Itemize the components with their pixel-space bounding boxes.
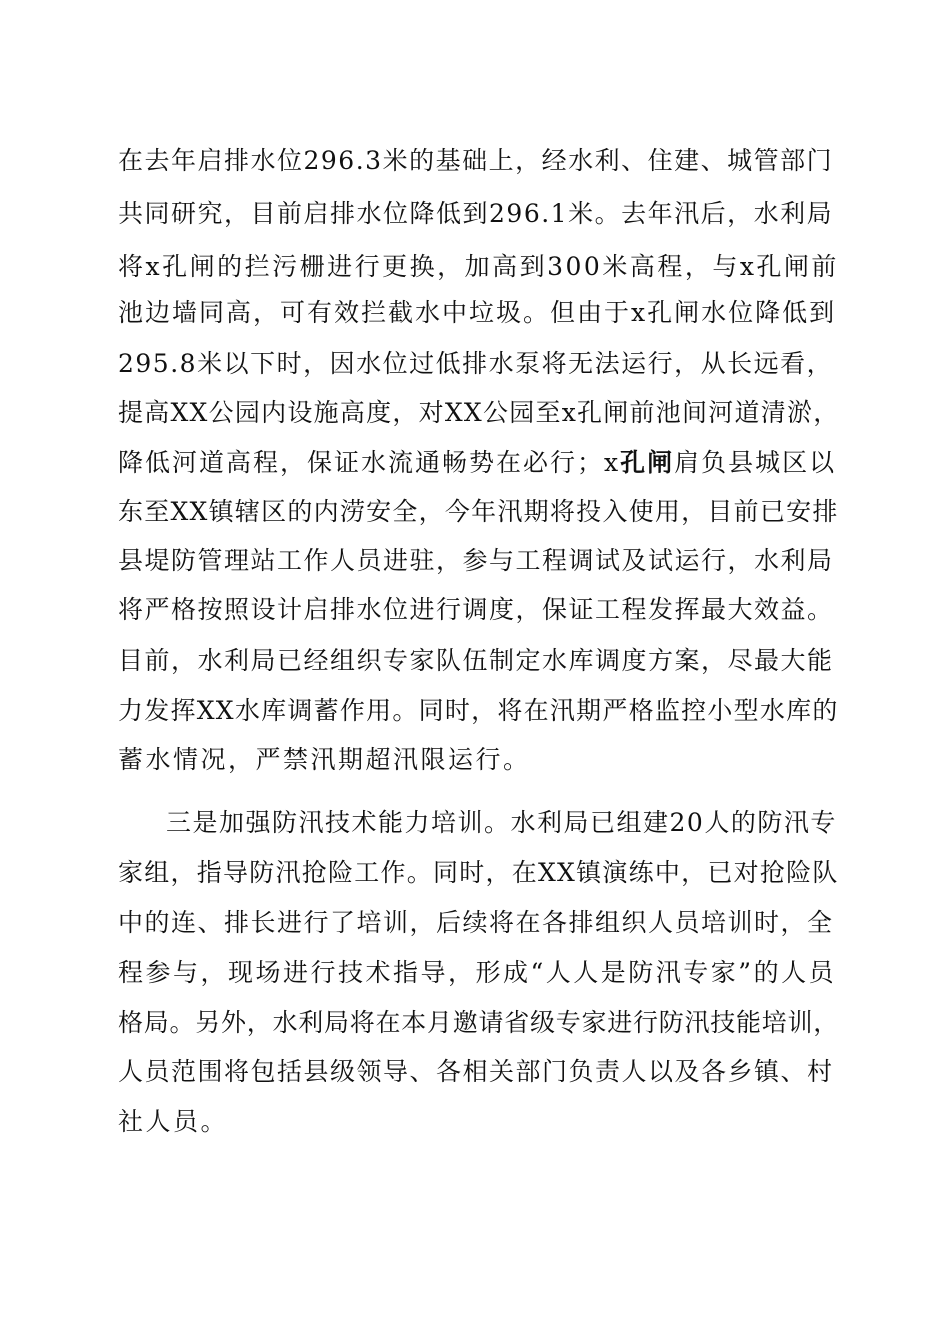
paragraph-line: 格局。另外，水利局将在本月邀请省级专家进行防汛技能培训， xyxy=(118,1008,840,1037)
paragraph-line: 人员范围将包括县级领导、各相关部门负责人以及各乡镇、村 xyxy=(118,1057,834,1086)
paragraph-line: 力发挥XX水库调蓄作用。同时，将在汛期严格监控小型水库的 xyxy=(118,696,839,725)
bold-term: 孔闸 xyxy=(620,448,675,477)
paragraph-line-with-emphasis xyxy=(118,448,836,478)
paragraph-line: 东至XX镇辖区的内涝安全，今年汛期将投入使用，目前已安排 xyxy=(118,497,839,526)
paragraph-line: 将严格按照设计启排水位进行调度，保证工程发挥最大效益。 xyxy=(118,595,834,624)
paragraph-line: 三是加强防汛技术能力培训。水利局已组建20人的防汛专 xyxy=(166,808,837,837)
paragraph-line: 蓄水情况，严禁汛期超汛限运行。 xyxy=(118,745,531,774)
paragraph-line: 将x孔闸的拦污栅进行更换，加高到300米高程，与x孔闸前 xyxy=(118,252,839,281)
paragraph-line: 县堤防管理站工作人员进驻，参与工程调试及试运行，水利局 xyxy=(118,546,834,575)
paragraph-line: 提高XX公园内设施高度，对XX公园至x孔闸前池间河道清淤， xyxy=(118,398,840,427)
paragraph-line: 在去年启排水位296.3米的基础上，经水利、住建、城管部门 xyxy=(118,146,834,175)
paragraph-line: 程参与，现场进行技术指导，形成“人人是防汛专家”的人员 xyxy=(118,958,837,987)
paragraph-line: 池边墙同高，可有效拦截水中垃圾。但由于x孔闸水位降低到 xyxy=(118,298,837,327)
paragraph-line: 社人员。 xyxy=(118,1107,229,1136)
text-segment: 降低河道高程，保证水流通畅势在必行；x xyxy=(118,448,621,477)
text-segment: 肩负县城区以 xyxy=(674,448,837,477)
paragraph-line: 目前，水利局已经组织专家队伍制定水库调度方案，尽最大能 xyxy=(118,646,834,675)
paragraph-line: 中的连、排长进行了培训，后续将在各排组织人员培训时，全 xyxy=(118,908,834,937)
paragraph-line: 295.8米以下时，因水位过低排水泵将无法运行，从长远看， xyxy=(118,349,834,378)
paragraph-line: 共同研究，目前启排水位降低到296.1米。去年汛后，水利局 xyxy=(118,199,834,228)
paragraph-line: 家组，指导防汛抢险工作。同时，在XX镇演练中，已对抢险队 xyxy=(118,858,839,887)
